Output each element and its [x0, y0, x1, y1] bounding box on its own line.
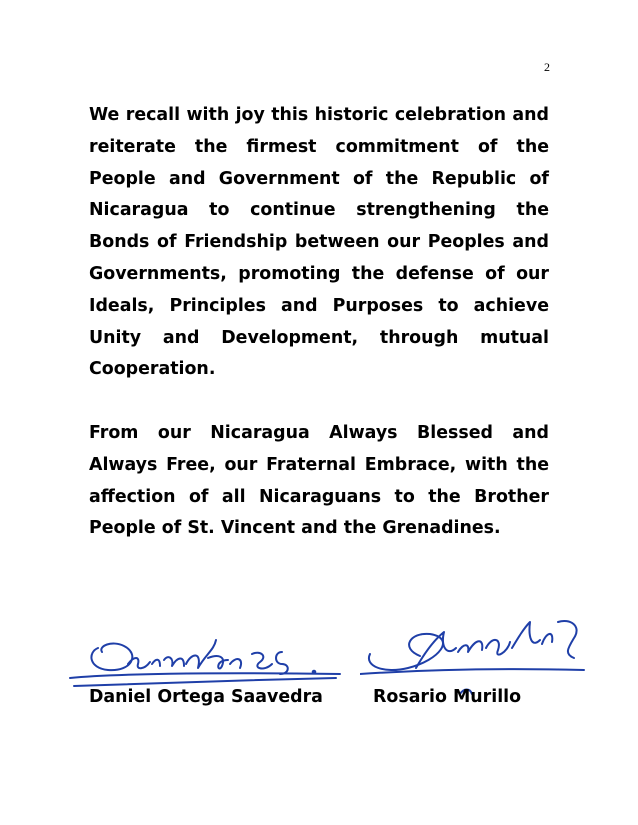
signatory-name-1: Daniel Ortega Saavedra — [89, 687, 323, 707]
body-paragraph-1: We recall with joy this historic celebration and reiterate the firmest commitment of the People and Government of the Republic of Nicaragua to continue strengthening the Bonds of Friendship between our Peoples and Governments, promoting the defense of our Ideals, Principles and Purposes to achieve Unity and Development, through mutual Cooperation. — [89, 105, 549, 380]
body-paragraph-2: From our Nicaragua Always Blessed and Always Free, our Fraternal Embrace, with the affection of all Nicaraguans to the Brother People of St. Vincent and the Grenadines. — [89, 423, 549, 539]
signatory-name-2: Rosario Murillo — [373, 687, 522, 707]
signature-daniel-ortega-icon — [68, 630, 343, 692]
page-number: 2 — [544, 60, 550, 74]
